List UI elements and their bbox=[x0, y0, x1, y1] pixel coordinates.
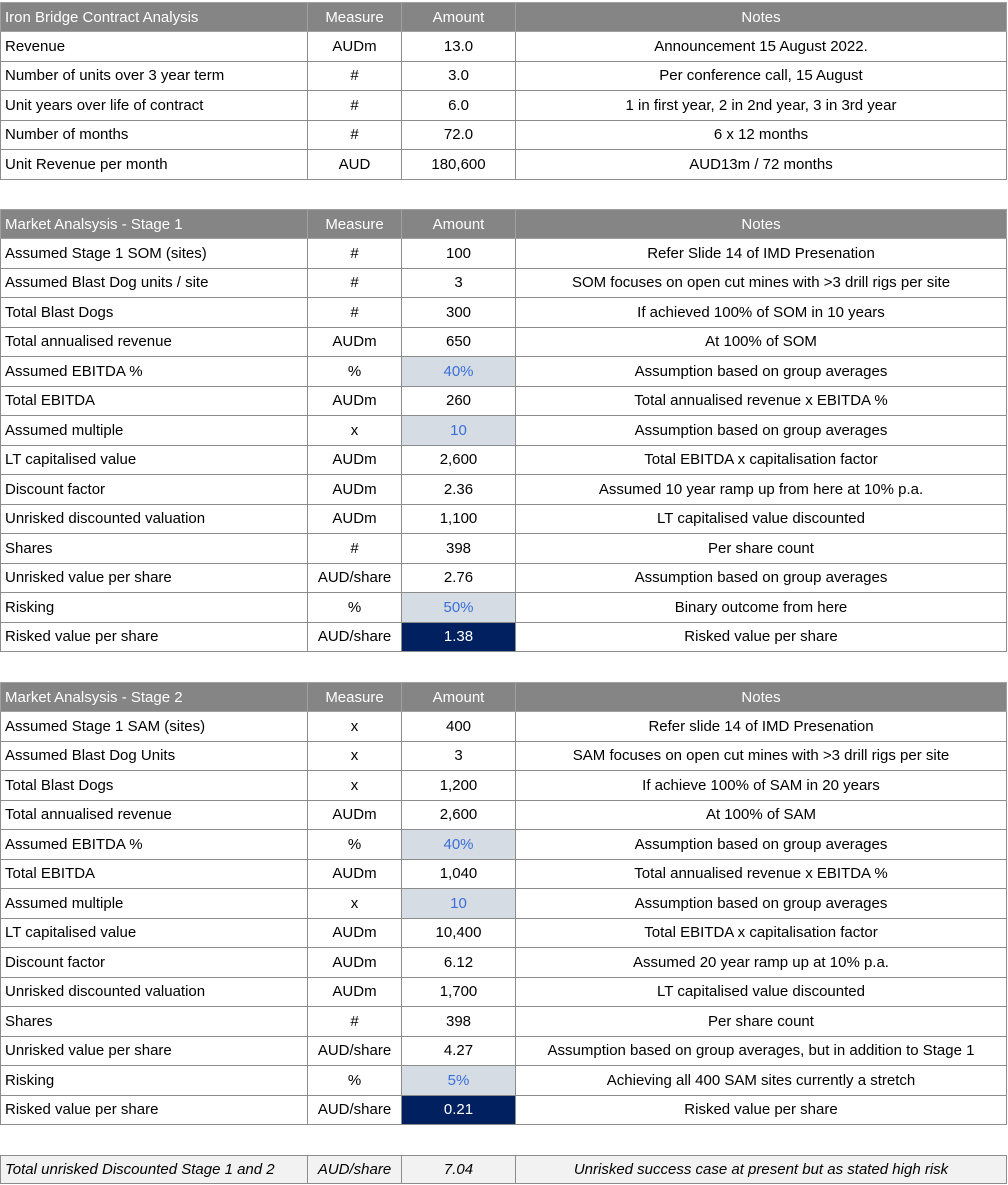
row-amount: 100 bbox=[402, 239, 516, 269]
row-label: Total annualised revenue bbox=[1, 327, 308, 357]
row-notes: At 100% of SAM bbox=[516, 800, 1007, 830]
table-row bbox=[1, 889, 1007, 919]
row-amount: 2.76 bbox=[402, 563, 516, 593]
row-amount: 2.36 bbox=[402, 475, 516, 505]
row-notes: If achieve 100% of SAM in 20 years bbox=[516, 771, 1007, 801]
table-row bbox=[1, 327, 1007, 357]
row-amount: 3 bbox=[402, 268, 516, 298]
row-notes: Assumption based on group averages bbox=[516, 357, 1007, 387]
row-label: Risked value per share bbox=[1, 622, 308, 652]
row-measure: % bbox=[308, 1066, 402, 1096]
table-row bbox=[1, 239, 1007, 269]
row-measure: AUDm bbox=[308, 977, 402, 1007]
table-row bbox=[1, 386, 1007, 416]
row-notes: Binary outcome from here bbox=[516, 593, 1007, 623]
row-notes: LT capitalised value discounted bbox=[516, 504, 1007, 534]
input-cell-ebitda[interactable]: 40% bbox=[402, 357, 516, 387]
row-label: Assumed Blast Dog Units bbox=[1, 741, 308, 771]
row-label: Assumed EBITDA % bbox=[1, 357, 308, 387]
column-header-notes: Notes bbox=[516, 3, 1007, 32]
row-notes: Refer Slide 14 of IMD Presenation bbox=[516, 239, 1007, 269]
row-notes: Total annualised revenue x EBITDA % bbox=[516, 859, 1007, 889]
stage1-table bbox=[0, 209, 1007, 652]
table-row bbox=[1, 830, 1007, 860]
row-notes: Total EBITDA x capitalisation factor bbox=[516, 918, 1007, 948]
row-label: LT capitalised value bbox=[1, 445, 308, 475]
row-notes: At 100% of SOM bbox=[516, 327, 1007, 357]
result-cell-risked-value: 0.21 bbox=[402, 1095, 516, 1125]
column-header-measure: Measure bbox=[308, 3, 402, 32]
input-cell-risking[interactable]: 5% bbox=[402, 1066, 516, 1096]
row-measure: # bbox=[308, 534, 402, 564]
column-header-measure: Measure bbox=[308, 210, 402, 239]
row-notes: If achieved 100% of SOM in 10 years bbox=[516, 298, 1007, 328]
row-measure: AUD bbox=[308, 150, 402, 180]
table-row bbox=[1, 475, 1007, 505]
row-measure: AUDm bbox=[308, 504, 402, 534]
row-measure: x bbox=[308, 771, 402, 801]
table-row bbox=[1, 771, 1007, 801]
row-notes: 6 x 12 months bbox=[516, 120, 1007, 150]
row-amount: 13.0 bbox=[402, 32, 516, 62]
row-label: LT capitalised value bbox=[1, 918, 308, 948]
result-cell-risked-value: 1.38 bbox=[402, 622, 516, 652]
row-notes: Assumption based on group averages bbox=[516, 563, 1007, 593]
row-measure: AUD/share bbox=[308, 563, 402, 593]
row-amount: 72.0 bbox=[402, 120, 516, 150]
table-row bbox=[1, 445, 1007, 475]
row-amount: 1,040 bbox=[402, 859, 516, 889]
table-row bbox=[1, 534, 1007, 564]
row-label: Unrisked value per share bbox=[1, 563, 308, 593]
row-measure: # bbox=[308, 1007, 402, 1037]
row-measure: AUDm bbox=[308, 859, 402, 889]
table-row bbox=[1, 91, 1007, 121]
row-label: Unrisked discounted valuation bbox=[1, 977, 308, 1007]
row-notes: SOM focuses on open cut mines with >3 drill rigs per site bbox=[516, 268, 1007, 298]
row-amount: 398 bbox=[402, 1007, 516, 1037]
row-amount: 1,700 bbox=[402, 977, 516, 1007]
input-cell-risking[interactable]: 50% bbox=[402, 593, 516, 623]
table-row bbox=[1, 1095, 1007, 1125]
input-cell-ebitda[interactable]: 40% bbox=[402, 830, 516, 860]
row-notes: Announcement 15 August 2022. bbox=[516, 32, 1007, 62]
row-amount: 6.12 bbox=[402, 948, 516, 978]
row-label: Discount factor bbox=[1, 475, 308, 505]
row-measure: AUDm bbox=[308, 327, 402, 357]
row-amount: 3.0 bbox=[402, 61, 516, 91]
row-measure: AUDm bbox=[308, 948, 402, 978]
row-measure: AUDm bbox=[308, 918, 402, 948]
row-measure: AUDm bbox=[308, 800, 402, 830]
column-header-notes: Notes bbox=[516, 210, 1007, 239]
row-label: Total EBITDA bbox=[1, 859, 308, 889]
row-amount: 180,600 bbox=[402, 150, 516, 180]
row-amount: 300 bbox=[402, 298, 516, 328]
row-amount: 3 bbox=[402, 741, 516, 771]
table-row bbox=[1, 593, 1007, 623]
table-row bbox=[1, 357, 1007, 387]
row-label: Unit Revenue per month bbox=[1, 150, 308, 180]
row-label: Number of units over 3 year term bbox=[1, 61, 308, 91]
row-label: Unrisked value per share bbox=[1, 1036, 308, 1066]
summary-measure: AUD/share bbox=[308, 1156, 402, 1184]
row-notes: Assumption based on group averages bbox=[516, 416, 1007, 446]
row-notes: AUD13m / 72 months bbox=[516, 150, 1007, 180]
column-header-amount: Amount bbox=[402, 683, 516, 712]
section-title: Iron Bridge Contract Analysis bbox=[1, 3, 308, 32]
stage2-table bbox=[0, 682, 1007, 1125]
input-cell-multiple[interactable]: 10 bbox=[402, 889, 516, 919]
row-label: Assumed Blast Dog units / site bbox=[1, 268, 308, 298]
input-cell-multiple[interactable]: 10 bbox=[402, 416, 516, 446]
column-header-measure: Measure bbox=[308, 683, 402, 712]
row-notes: Total EBITDA x capitalisation factor bbox=[516, 445, 1007, 475]
table-header-row bbox=[1, 683, 1007, 712]
row-measure: AUD/share bbox=[308, 622, 402, 652]
row-notes: Achieving all 400 SAM sites currently a stretch bbox=[516, 1066, 1007, 1096]
table-row bbox=[1, 918, 1007, 948]
table-row bbox=[1, 298, 1007, 328]
row-label: Risking bbox=[1, 1066, 308, 1096]
table-row bbox=[1, 268, 1007, 298]
row-notes: Per conference call, 15 August bbox=[516, 61, 1007, 91]
row-measure: AUDm bbox=[308, 32, 402, 62]
row-label: Assumed multiple bbox=[1, 416, 308, 446]
row-amount: 260 bbox=[402, 386, 516, 416]
row-label: Assumed EBITDA % bbox=[1, 830, 308, 860]
row-amount: 4.27 bbox=[402, 1036, 516, 1066]
row-measure: # bbox=[308, 239, 402, 269]
table-row bbox=[1, 563, 1007, 593]
table-row bbox=[1, 504, 1007, 534]
summary-table bbox=[0, 1155, 1007, 1184]
row-amount: 398 bbox=[402, 534, 516, 564]
row-label: Risking bbox=[1, 593, 308, 623]
row-notes: Total annualised revenue x EBITDA % bbox=[516, 386, 1007, 416]
row-label: Risked value per share bbox=[1, 1095, 308, 1125]
table-row bbox=[1, 741, 1007, 771]
table-row bbox=[1, 120, 1007, 150]
row-label: Total EBITDA bbox=[1, 386, 308, 416]
table-row bbox=[1, 712, 1007, 742]
section-title: Market Analsysis - Stage 1 bbox=[1, 210, 308, 239]
row-measure: AUDm bbox=[308, 475, 402, 505]
row-notes: Per share count bbox=[516, 1007, 1007, 1037]
table-row bbox=[1, 416, 1007, 446]
row-label: Number of months bbox=[1, 120, 308, 150]
table-row bbox=[1, 800, 1007, 830]
row-measure: % bbox=[308, 830, 402, 860]
row-label: Unit years over life of contract bbox=[1, 91, 308, 121]
row-amount: 1,200 bbox=[402, 771, 516, 801]
row-label: Assumed Stage 1 SAM (sites) bbox=[1, 712, 308, 742]
row-measure: # bbox=[308, 120, 402, 150]
row-notes: Per share count bbox=[516, 534, 1007, 564]
row-amount: 6.0 bbox=[402, 91, 516, 121]
row-measure: % bbox=[308, 593, 402, 623]
row-amount: 10,400 bbox=[402, 918, 516, 948]
row-notes: SAM focuses on open cut mines with >3 drill rigs per site bbox=[516, 741, 1007, 771]
row-measure: AUD/share bbox=[308, 1095, 402, 1125]
iron-bridge-table bbox=[0, 2, 1007, 180]
row-label: Shares bbox=[1, 534, 308, 564]
row-label: Discount factor bbox=[1, 948, 308, 978]
row-measure: x bbox=[308, 741, 402, 771]
row-measure: # bbox=[308, 91, 402, 121]
row-notes: 1 in first year, 2 in 2nd year, 3 in 3rd year bbox=[516, 91, 1007, 121]
table-row bbox=[1, 859, 1007, 889]
row-measure: AUDm bbox=[308, 445, 402, 475]
table-row bbox=[1, 977, 1007, 1007]
row-amount: 2,600 bbox=[402, 445, 516, 475]
row-label: Assumed Stage 1 SOM (sites) bbox=[1, 239, 308, 269]
row-notes: Assumption based on group averages bbox=[516, 830, 1007, 860]
row-amount: 650 bbox=[402, 327, 516, 357]
row-label: Total annualised revenue bbox=[1, 800, 308, 830]
row-amount: 1,100 bbox=[402, 504, 516, 534]
row-label: Total Blast Dogs bbox=[1, 771, 308, 801]
table-row bbox=[1, 150, 1007, 180]
section-title: Market Analsysis - Stage 2 bbox=[1, 683, 308, 712]
column-header-amount: Amount bbox=[402, 3, 516, 32]
table-header-row bbox=[1, 210, 1007, 239]
row-notes: LT capitalised value discounted bbox=[516, 977, 1007, 1007]
row-notes: Assumption based on group averages, but in addition to Stage 1 bbox=[516, 1036, 1007, 1066]
row-measure: # bbox=[308, 268, 402, 298]
column-header-notes: Notes bbox=[516, 683, 1007, 712]
row-measure: x bbox=[308, 889, 402, 919]
row-measure: AUD/share bbox=[308, 1036, 402, 1066]
row-label: Shares bbox=[1, 1007, 308, 1037]
row-notes: Assumption based on group averages bbox=[516, 889, 1007, 919]
row-measure: AUDm bbox=[308, 386, 402, 416]
row-amount: 400 bbox=[402, 712, 516, 742]
row-label: Total Blast Dogs bbox=[1, 298, 308, 328]
row-label: Revenue bbox=[1, 32, 308, 62]
row-measure: % bbox=[308, 357, 402, 387]
table-row bbox=[1, 948, 1007, 978]
row-notes: Refer slide 14 of IMD Presenation bbox=[516, 712, 1007, 742]
column-header-amount: Amount bbox=[402, 210, 516, 239]
summary-amount: 7.04 bbox=[402, 1156, 516, 1184]
row-label: Assumed multiple bbox=[1, 889, 308, 919]
row-notes: Assumed 10 year ramp up from here at 10% p.a. bbox=[516, 475, 1007, 505]
row-measure: # bbox=[308, 298, 402, 328]
row-amount: 2,600 bbox=[402, 800, 516, 830]
table-row bbox=[1, 61, 1007, 91]
row-notes: Risked value per share bbox=[516, 622, 1007, 652]
table-row bbox=[1, 622, 1007, 652]
table-header-row bbox=[1, 3, 1007, 32]
row-measure: x bbox=[308, 416, 402, 446]
table-row bbox=[1, 1036, 1007, 1066]
row-notes: Assumed 20 year ramp up at 10% p.a. bbox=[516, 948, 1007, 978]
table-row bbox=[1, 1007, 1007, 1037]
row-label: Unrisked discounted valuation bbox=[1, 504, 308, 534]
summary-label: Total unrisked Discounted Stage 1 and 2 bbox=[1, 1156, 308, 1184]
table-row bbox=[1, 1066, 1007, 1096]
row-measure: # bbox=[308, 61, 402, 91]
summary-row bbox=[1, 1156, 1007, 1184]
row-notes: Risked value per share bbox=[516, 1095, 1007, 1125]
summary-notes: Unrisked success case at present but as stated high risk bbox=[516, 1156, 1007, 1184]
table-row bbox=[1, 32, 1007, 62]
row-measure: x bbox=[308, 712, 402, 742]
